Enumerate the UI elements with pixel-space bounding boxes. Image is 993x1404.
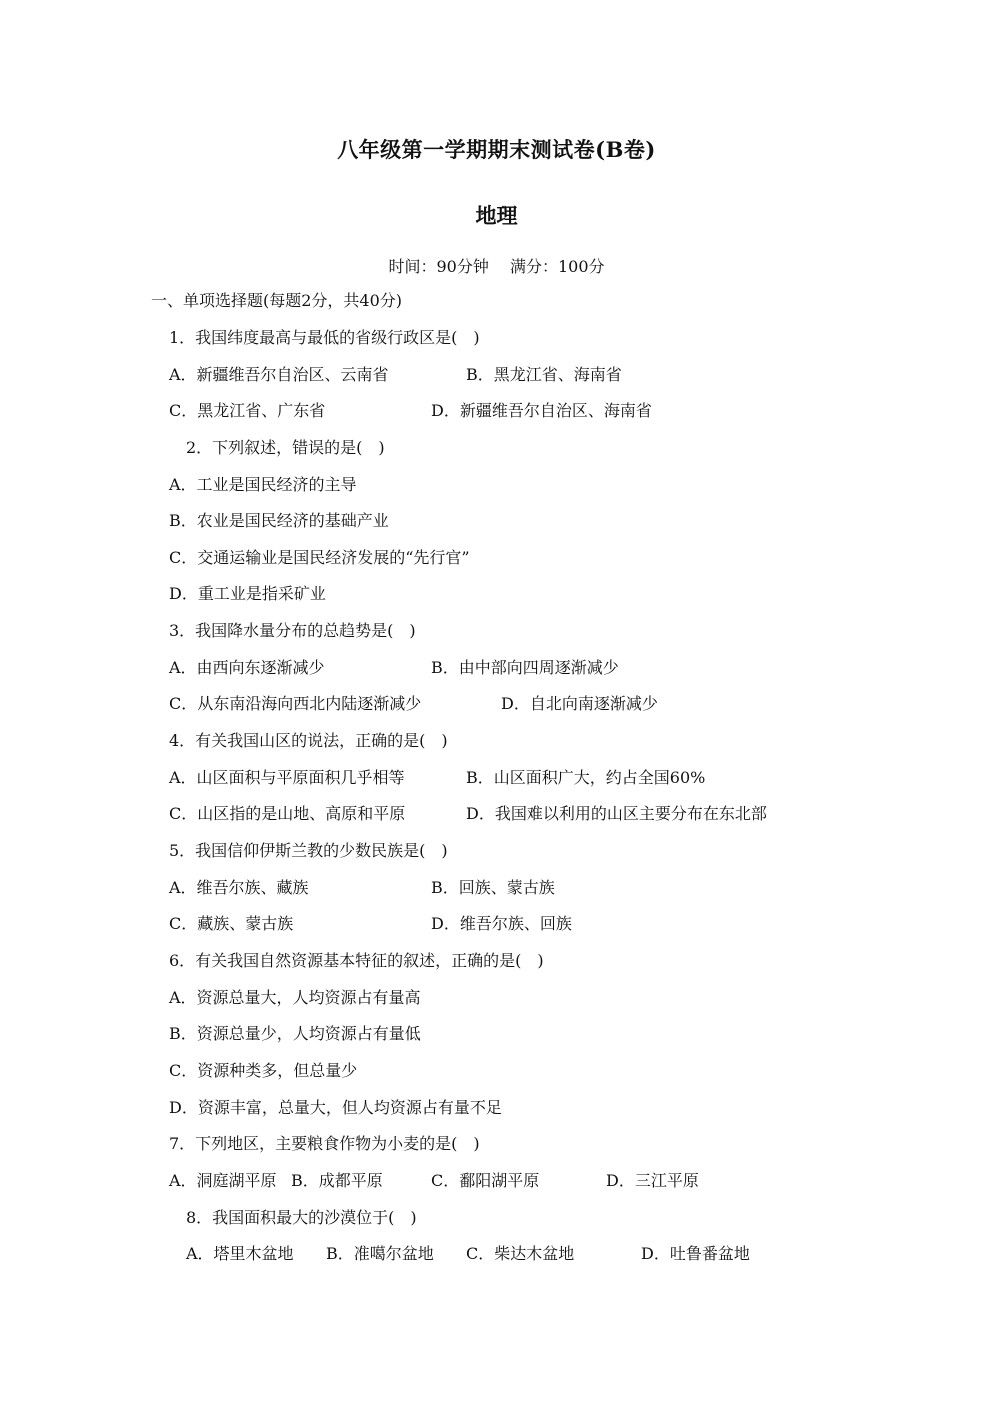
option-c: C．黑龙江省、广东省 bbox=[169, 401, 326, 420]
option-d: D．我国难以利用的山区主要分布在东北部 bbox=[466, 804, 767, 823]
question-stem: 4．有关我国山区的说法，正确的是( ) bbox=[169, 731, 448, 750]
option-a: A．工业是国民经济的主导 bbox=[169, 475, 357, 494]
option-c: C．资源种类多，但总量少 bbox=[169, 1061, 358, 1080]
option-a: A．维吾尔族、藏族 bbox=[169, 878, 309, 897]
option-b: B．资源总量少，人均资源占有量低 bbox=[169, 1024, 421, 1043]
option-c: C．鄱阳湖平原 bbox=[431, 1171, 540, 1190]
option-a: A．山区面积与平原面积几乎相等 bbox=[169, 768, 405, 787]
option-a: A．资源总量大，人均资源占有量高 bbox=[169, 988, 421, 1007]
option-d: D．资源丰富，总量大，但人均资源占有量不足 bbox=[169, 1098, 502, 1117]
option-d: D．吐鲁番盆地 bbox=[641, 1244, 750, 1263]
option-a: A．由西向东逐渐减少 bbox=[169, 658, 325, 677]
question-stem: 7．下列地区，主要粮食作物为小麦的是( ) bbox=[169, 1134, 480, 1153]
option-b: B．成都平原 bbox=[291, 1171, 383, 1190]
option-d: D．维吾尔族、回族 bbox=[431, 914, 572, 933]
option-b: B．由中部向四周逐渐减少 bbox=[431, 658, 619, 677]
option-c: C．藏族、蒙古族 bbox=[169, 914, 294, 933]
option-d: D．三江平原 bbox=[606, 1171, 699, 1190]
option-a: A．洞庭湖平原 bbox=[169, 1171, 277, 1190]
option-c: C．从东南沿海向西北内陆逐渐减少 bbox=[169, 694, 422, 713]
question-stem: 5．我国信仰伊斯兰教的少数民族是( ) bbox=[169, 841, 448, 860]
exam-title: 八年级第一学期期末测试卷(B卷) bbox=[337, 137, 656, 162]
option-b: B．农业是国民经济的基础产业 bbox=[169, 511, 389, 530]
option-b: B．回族、蒙古族 bbox=[431, 878, 555, 897]
option-c: C．交通运输业是国民经济发展的“先行官” bbox=[169, 548, 470, 567]
question-stem: 8．我国面积最大的沙漠位于( ) bbox=[186, 1208, 417, 1227]
option-c: C．柴达木盆地 bbox=[466, 1244, 575, 1263]
option-a: A．塔里木盆地 bbox=[186, 1244, 294, 1263]
option-d: D．重工业是指采矿业 bbox=[169, 584, 326, 603]
option-d: D．自北向南逐渐减少 bbox=[501, 694, 658, 713]
question-stem: 1．我国纬度最高与最低的省级行政区是( ) bbox=[169, 328, 480, 347]
subject-title: 地理 bbox=[475, 203, 518, 228]
option-d: D．新疆维吾尔自治区、海南省 bbox=[431, 401, 652, 420]
exam-meta bbox=[0, 254, 993, 277]
option-c: C．山区指的是山地、高原和平原 bbox=[169, 804, 406, 823]
question-stem: 3．我国降水量分布的总趋势是( ) bbox=[169, 621, 416, 640]
section-heading: 一、单项选择题(每题2分，共40分) bbox=[151, 291, 403, 310]
option-b: B．准噶尔盆地 bbox=[326, 1244, 434, 1263]
full-score: 满分：100分 bbox=[509, 257, 605, 276]
question-stem: 6．有关我国自然资源基本特征的叙述，正确的是( ) bbox=[169, 951, 544, 970]
option-b: B．山区面积广大，约占全国60% bbox=[466, 768, 706, 787]
option-b: B．黑龙江省、海南省 bbox=[466, 365, 622, 384]
time-limit: 时间：90分钟 bbox=[388, 257, 489, 276]
question-stem: 2．下列叙述，错误的是( ) bbox=[186, 438, 385, 457]
option-a: A．新疆维吾尔自治区、云南省 bbox=[169, 365, 389, 384]
